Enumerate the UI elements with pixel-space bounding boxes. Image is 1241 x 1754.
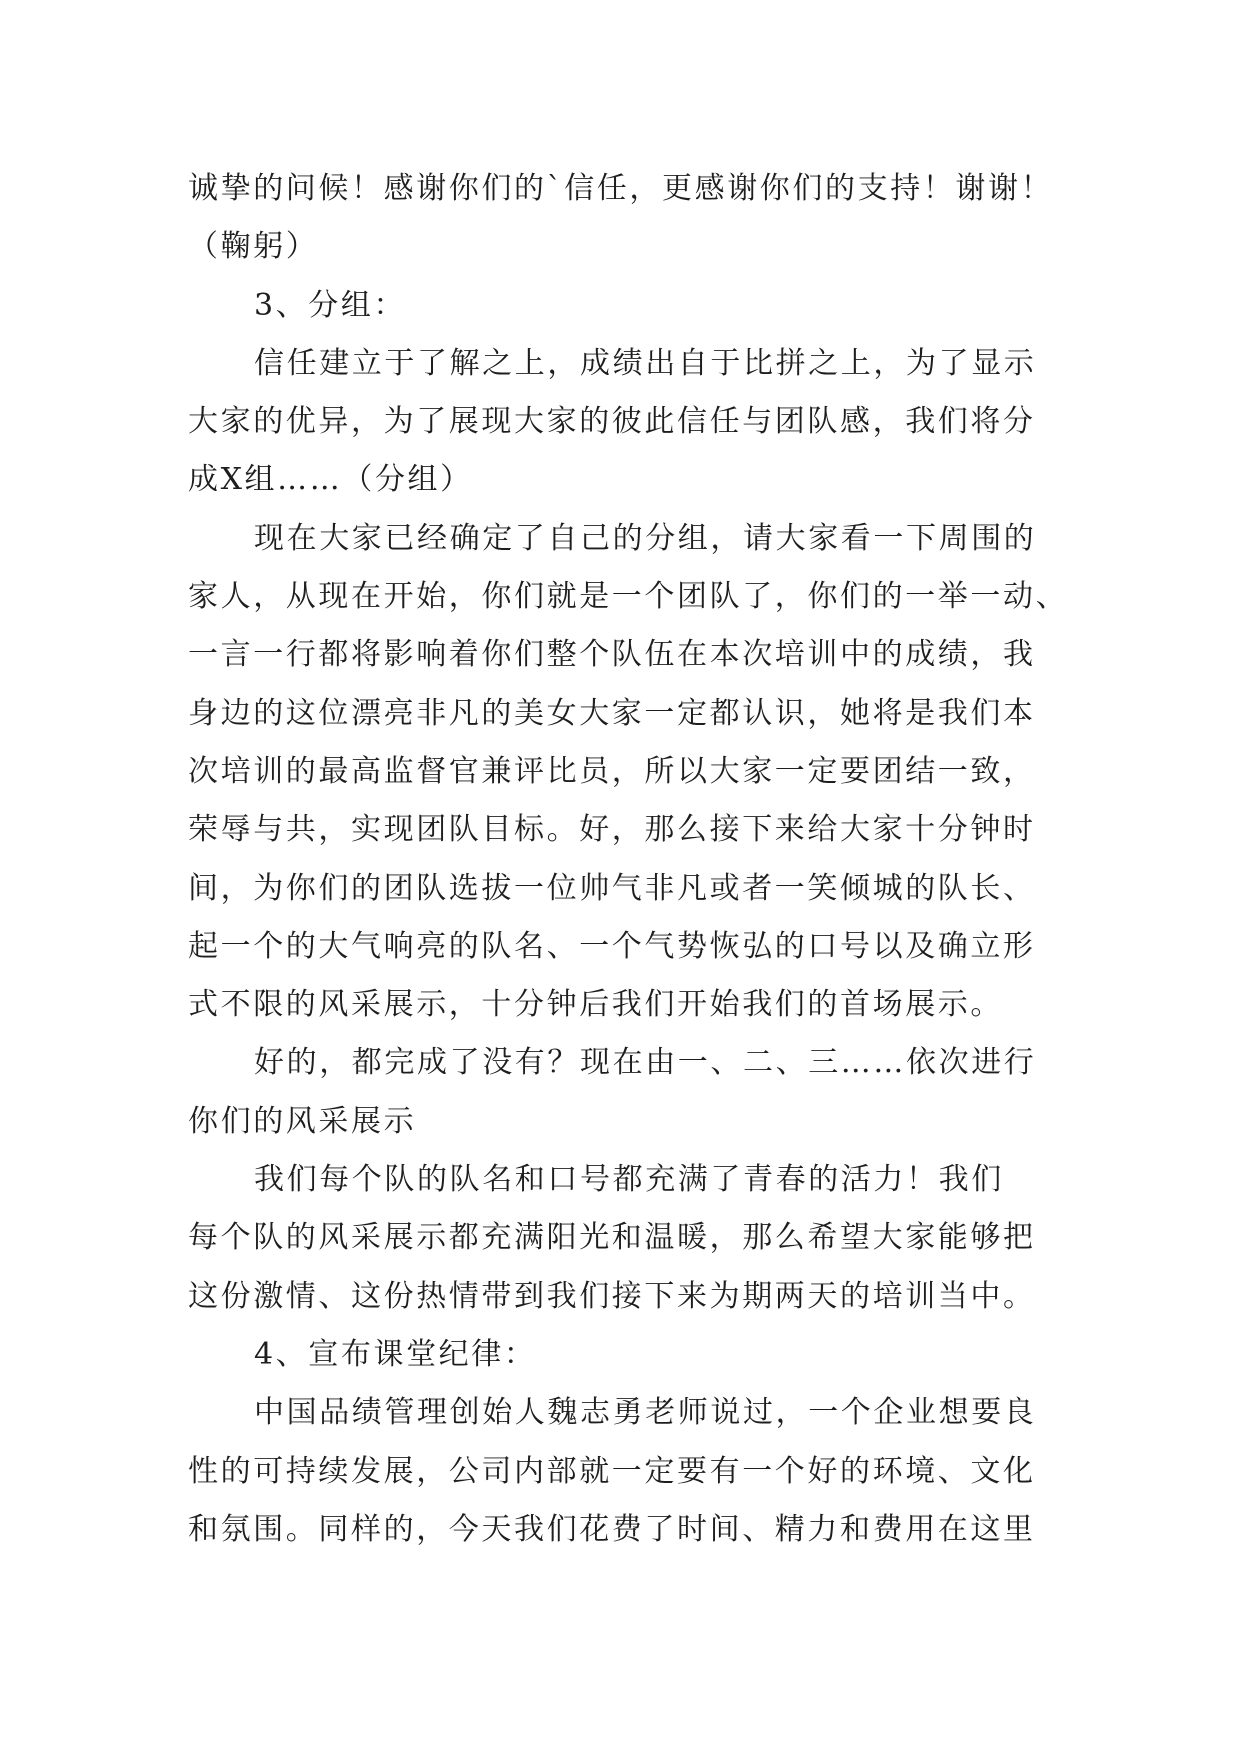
text-line: 家人，从现在开始，你们就是一个团队了，你们的一举一动、	[188, 579, 1069, 615]
text-line: （鞠躬）	[188, 229, 319, 265]
text-line: 诚挚的问候！感谢你们的`信任，更感谢你们的支持！谢谢！	[188, 171, 1054, 206]
text-line: 成X组……（分组）	[188, 462, 473, 498]
text-line: 性的可持续发展，公司内部就一定要有一个好的环境、文化	[188, 1453, 1036, 1489]
text-line: 你们的风采展示	[188, 1103, 417, 1139]
text-line: 起一个的大气响亮的队名、一个气势恢弘的口号以及确立形	[188, 928, 1036, 964]
text-line: 信任建立于了解之上，成绩出自于比拼之上，为了显示	[254, 345, 1037, 381]
text-line: 现在大家已经确定了自己的分组，请大家看一下周围的	[254, 520, 1037, 556]
document-body	[188, 160, 1088, 1559]
section-heading: 3、分组：	[254, 287, 407, 323]
text-line: 次培训的最高监督官兼评比员，所以大家一定要团结一致，	[188, 753, 1036, 789]
section-heading: 4、宣布课堂纪律：	[254, 1336, 537, 1372]
text-line: 每个队的风采展示都充满阳光和温暖，那么希望大家能够把	[188, 1220, 1036, 1256]
text-line: 和氛围。同样的，今天我们花费了时间、精力和费用在这里	[188, 1511, 1036, 1547]
text-line: 身边的这位漂亮非凡的美女大家一定都认识，她将是我们本	[188, 695, 1036, 731]
text-line: 大家的优异，为了展现大家的彼此信任与团队感，我们将分	[188, 404, 1036, 440]
text-line: 式不限的风采展示，十分钟后我们开始我们的首场展示。	[188, 987, 1003, 1023]
text-line: 荣辱与共，实现团队目标。好，那么接下来给大家十分钟时	[188, 812, 1036, 848]
text-line: 我们每个队的队名和口号都充满了青春的活力！我们	[254, 1162, 1004, 1198]
text-line: 中国品绩管理创始人魏志勇老师说过，一个企业想要良	[254, 1395, 1037, 1431]
text-line: 间，为你们的团队选拔一位帅气非凡或者一笑倾城的队长、	[188, 870, 1036, 906]
text-line: 这份激情、这份热情带到我们接下来为期两天的培训当中。	[188, 1278, 1036, 1314]
text-line: 好的，都完成了没有？现在由一、二、三……依次进行	[254, 1045, 1037, 1081]
text-line: 一言一行都将影响着你们整个队伍在本次培训中的成绩，我	[188, 637, 1036, 673]
